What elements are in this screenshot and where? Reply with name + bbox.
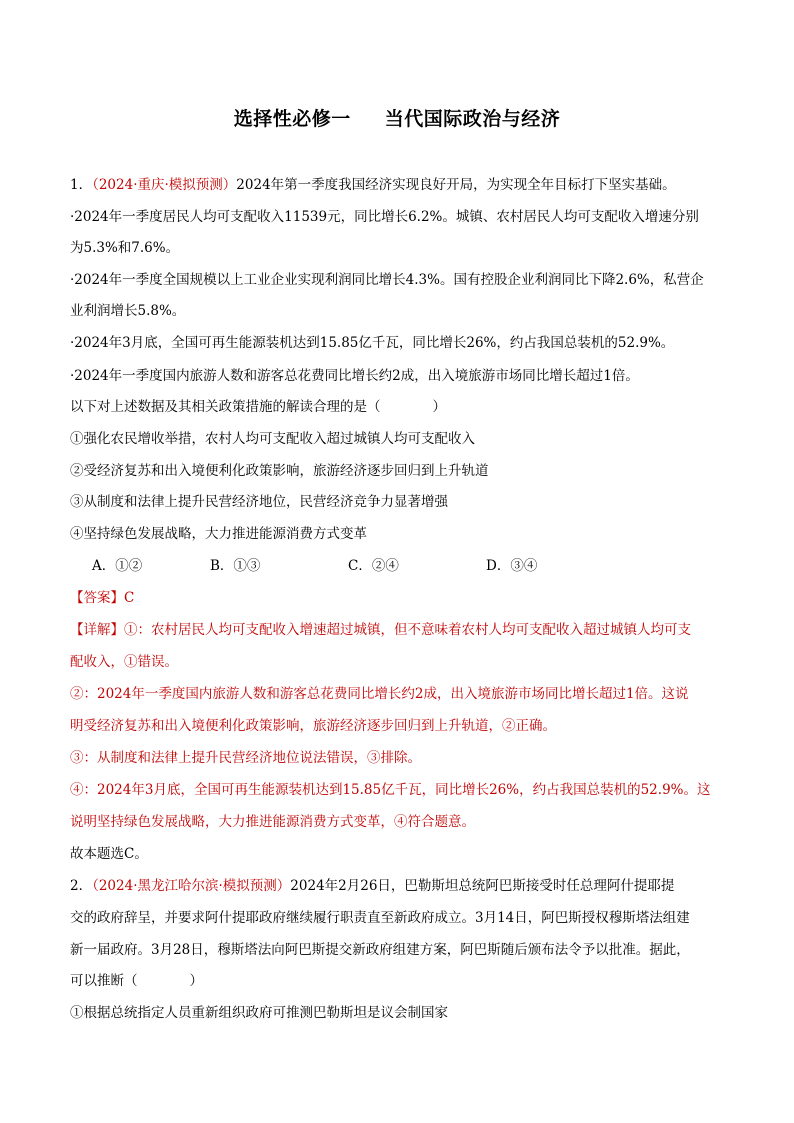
q1-detail-4-line-2: 说明坚持绿色发展战略，大力推进能源消费方式变革，④符合题意。 (70, 814, 475, 830)
q1-options (92, 556, 692, 576)
q2-stem-line-1 (70, 876, 730, 896)
q1-question (70, 397, 730, 417)
q1-conclusion: 故本题选C。 (70, 846, 148, 862)
q2-source: （2024·黑龙江哈尔滨·模拟预测） (92, 878, 291, 894)
q2-stem-line-3: 新一届政府。3月28日，穆斯塔法向阿巴斯提交新政府组建方案，阿巴斯随后颁布法令予以批准。据此， (70, 942, 690, 958)
q1-bullet-2-line-1: ·2024年一季度全国规模以上工业企业实现利润同比增长4.3%。国有控股企业利润同比下降2.6%，私营企 (70, 272, 704, 288)
q1-question-text: 以下对上述数据及其相关政策措施的解读合理的是（ (70, 399, 381, 415)
q1-bullet-3-line-1: ·2024年3月底，全国可再生能源装机达到15.85亿千瓦，同比增长26%，约占我国总装机的52.9%。 (70, 335, 675, 351)
q1-answer (70, 588, 730, 608)
q1-statement-2: ②受经济复苏和出入境便利化政策影响，旅游经济逐步回归到上升轨道 (70, 463, 489, 479)
q1-number: 1． (70, 177, 93, 193)
q2-stem-line-2: 交的政府辞呈，并要求阿什提耶政府继续履行职责直至新政府成立。3月14日，阿巴斯授权穆斯塔法组建 (70, 910, 690, 926)
q1-statement-3: ③从制度和法律上提升民营经济地位，民营经济竞争力显著增强 (70, 494, 448, 510)
q1-option-d: D．③④ (486, 558, 538, 574)
q2-question-text: 可以推断（ (70, 973, 138, 989)
q2-question (70, 971, 730, 991)
q1-detail-2-line-2: 明受经济复苏和出入境便利化政策影响，旅游经济逐步回归到上升轨道，②正确。 (70, 718, 556, 734)
q1-detail-1-line-1 (70, 620, 730, 640)
q2-question-close: ） (189, 973, 203, 989)
q1-statement-1: ①强化农民增收举措，农村人均可支配收入超过城镇人均可支配收入 (70, 431, 475, 447)
q2-statement-1: ①根据总统指定人员重新组织政府可推测巴勒斯坦是议会制国家 (70, 1005, 448, 1021)
title-part-1: 选择性必修一 (233, 108, 351, 130)
q1-statement-4: ④坚持绿色发展战略，大力推进能源消费方式变革 (70, 526, 367, 542)
q1-source: （2024·重庆·模拟预测） (92, 177, 237, 193)
q1-bullet-4-line-1: ·2024年一季度国内旅游人数和游客总花费同比增长约2成，出入境旅游市场同比增长超过1倍。 (70, 368, 639, 384)
detail-label: 【详解】 (70, 622, 124, 638)
title-part-2: 当代国际政治与经济 (384, 108, 561, 130)
q1-option-a: A．①② (92, 558, 143, 574)
q2-number: 2． (70, 878, 93, 894)
q1-detail-3-line-1: ③：从制度和法律上提升民营经济地位说法错误，③排除。 (70, 750, 421, 766)
q1-detail-1-line-2: 配收入，①错误。 (70, 654, 178, 670)
q1-detail-2-line-1: ②：2024年一季度国内旅游人数和游客总花费同比增长约2成，出入境旅游市场同比增长超过1倍。这说 (70, 686, 689, 702)
q1-option-b: B．①③ (210, 558, 261, 574)
answer-value: C (124, 590, 135, 606)
answer-label: 【答案】 (70, 590, 124, 606)
q1-bullet-1-line-1: ·2024年一季度居民人均可支配收入11539元，同比增长6.2%。城镇、农村居民人均可支配收入增速分别 (70, 209, 699, 225)
q1-question-close: ） (432, 399, 446, 415)
detail-1-text: ①：农村居民人均可支配收入增速超过城镇，但不意味着农村人均可支配收入超过城镇人均可支 (124, 622, 691, 638)
q1-stem-line-1 (70, 175, 730, 195)
page-title (0, 104, 794, 131)
q1-option-c: C．②④ (348, 558, 399, 574)
q1-bullet-1-line-2: 为5.3%和7.6%。 (70, 240, 180, 256)
q1-stem-text: 2024年第一季度我国经济实现良好开局，为实现全年目标打下坚实基础。 (236, 177, 676, 193)
q1-detail-4-line-1: ④：2024年3月底，全国可再生能源装机达到15.85亿千瓦，同比增长26%，约占我国总装机的52.9%。这 (70, 782, 711, 798)
q1-bullet-2-line-2: 业利润增长5.8%。 (70, 303, 186, 319)
q2-stem-text: 2024年2月26日，巴勒斯坦总统阿巴斯接受时任总理阿什提耶提 (290, 878, 675, 894)
